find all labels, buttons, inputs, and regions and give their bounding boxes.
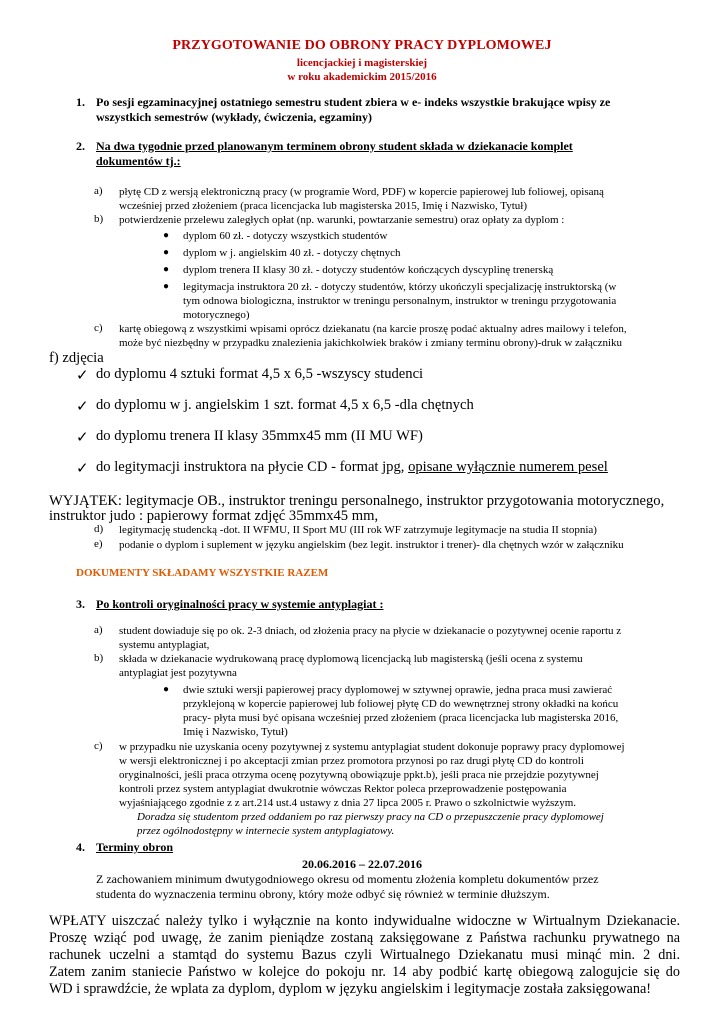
advice-note: przez ogólnodostępny w internecie system antyplagiatowy. <box>137 825 395 837</box>
exception-line: instruktor judo : papierowy format zdjęć 35mmx45 mm, <box>49 508 379 524</box>
fee-item: dyplom w j. angielskim 40 zł. - dotyczy chętnych <box>183 247 401 259</box>
item3-bullet-line: dwie sztuki wersji papierowej pracy dyplomowej w sztywnej oprawie, jedna praca musi zawierać <box>183 684 613 696</box>
bullet-icon: ● <box>163 281 170 292</box>
list-letter: b) <box>94 213 104 225</box>
item-number: 4. <box>76 840 85 854</box>
photo-item <box>96 459 608 476</box>
photo-item: do dyplomu trenera II klasy 35mmx45 mm (II MU WF) <box>96 428 423 444</box>
check-icon: ✓ <box>76 461 89 477</box>
payments-line: WPŁATY uiszczać należy tylko i wyłącznie na konto indywidualne widoczne w Wirtualnym Dziekanacie. <box>49 913 680 929</box>
item3-c-line: wyjaśniającego zgodnie z z art.214 ust.4 ustawy z dnia 27 lipca 2005 r. Prawo o szkolnictwie wyższym. <box>119 797 576 809</box>
bullet-icon: ● <box>163 247 170 258</box>
item1-line: Po sesji egzaminacyjnej ostatniego semestru student zbiera w e- indeks wszystkie brakujące wpisy ze <box>96 95 611 109</box>
list-letter: b) <box>94 652 104 664</box>
page-title: PRZYGOTOWANIE DO OBRONY PRACY DYPLOMOWEJ <box>172 38 552 53</box>
item3-c-line: w wersji elektronicznej i po akceptacji zmian przez promotora przynosi po raz drugi płytę CD do kontroli <box>119 755 584 767</box>
photo-item-text: do legitymacji instruktora na płycie CD - format jpg, <box>96 459 409 475</box>
doc-a-line: wcześniej przed złożeniem (praca licencjacka lub magisterska 2015, Imię i Nazwisko, Tytuł) <box>119 200 528 212</box>
payments-line: WD i sprawdźcie, że wplata za dyplom, dyplom w języku angielskim i legitymacje została zaksięgowana! <box>49 981 651 997</box>
payments-line: rachunek uczelni a stamtąd do systemu Bazus czyli Wirtualnego Dziekanatu musi minąć min. 2 dni. <box>49 947 680 963</box>
item3-a-line: student dowiaduje się po ok. 2-3 dniach, od złożenia pracy na płycie w dziekanacie o pozytywnej ocenie raportu z <box>119 625 622 637</box>
item4-text: studenta do wyznaczenia terminu obrony, który może odbyć się również w terminie dłuższym. <box>96 887 550 901</box>
photo-item: do dyplomu 4 sztuki format 4,5 x 6,5 -wszyscy studenci <box>96 366 424 382</box>
list-letter: e) <box>94 538 103 550</box>
item3-bullet-line: przyklejoną w kopercie papierowej lub foliowej płytę CD do wewnętrznej strony okładki na końcu <box>183 698 619 710</box>
doc-c-line: kartę obiegową z wszystkimi wpisami oprócz dziekanatu (na karcie proszę podać aktualny adres mailowy i telefon, <box>119 323 627 335</box>
exception-line: WYJĄTEK: legitymacje OB., instruktor treningu personalnego, instruktor przygotowania motorycznego, <box>49 493 665 509</box>
fee-item: tym odnowa biologiczna, instruktor w treningu personalnym, instruktor w treningu przygotowania <box>183 295 617 307</box>
list-letter: a) <box>94 624 103 636</box>
check-icon: ✓ <box>76 368 89 384</box>
photo-item: do dyplomu w j. angielskim 1 szt. format 4,5 x 6,5 -dla chętnych <box>96 397 474 413</box>
doc-c-line: może być niezbędny w przypadku znalezienia jakichkolwiek braków i zmiany terminu obrony)-druk w załączniku <box>119 337 623 349</box>
doc-a-line: płytę CD z wersją elektroniczną pracy (w programie Word, PDF) w kopercie papierowej lub foliowej, opisaną <box>119 186 604 198</box>
item3-b-line: składa w dziekanacie wydrukowaną pracę dyplomową licencjacką lub magisterską (jeśli ocena z systemu <box>119 653 583 665</box>
advice-note: Doradza się studentom przed oddaniem po raz pierwszy pracy na CD o przepuszczenie pracy dyplomowej <box>137 811 604 823</box>
item3-b-line: antyplagiat jest pozytywna <box>119 667 237 679</box>
item3-c-line: kontroli przez system antyplagiat dwukrotnie wówczas Rektor poleca przeprowadzenie postępowania <box>119 783 567 795</box>
check-icon: ✓ <box>76 430 89 446</box>
bullet-icon: ● <box>163 230 170 241</box>
together-notice: DOKUMENTY SKŁADAMY WSZYSTKIE RAZEM <box>76 567 329 579</box>
photo-item-underlined: opisane wyłącznie numerem pesel <box>408 459 608 475</box>
fee-item: motorycznego) <box>183 309 250 321</box>
item-number: 3. <box>76 597 85 611</box>
item2-line: dokumentów tj.: <box>96 154 181 168</box>
item3-c-line: oryginalności, jeśli praca otrzyma ocenę pozytywną obowiązuje ppkt.b), jeśli praca nie przejdzie pozytywnej <box>119 769 599 781</box>
item3-bullet-line: Imię i Nazwisko, Tytuł) <box>183 726 288 738</box>
item-number: 1. <box>76 95 85 109</box>
item3-c-line: w przypadku nie uzyskania oceny pozytywnej z systemu antyplagiat student dokonuje poprawy pracy dyplomowej <box>119 741 625 753</box>
item4-text: Z zachowaniem minimum dwutygodniowego okresu od momentu złożenia kompletu dokumentów przez <box>96 872 599 886</box>
fee-item: legitymacja instruktora 20 zł. - dotyczy studentów, którzy ukończyli specjalizację instruktorską (w <box>183 281 617 293</box>
item2-line: Na dwa tygodnie przed planowanym terminem obrony student składa w dziekanacie komplet <box>96 139 573 153</box>
check-icon: ✓ <box>76 399 89 415</box>
doc-b-line: potwierdzenie przelewu zaległych opłat (np. warunki, powtarzanie semestru) oraz opłaty za dyplom : <box>119 214 565 226</box>
list-letter: c) <box>94 740 103 752</box>
doc-e-line: podanie o dyplom i suplement w języku angielskim (bez legit. instruktor i trener)- dla chętnych wzór w załączniku <box>119 539 624 551</box>
item3-bullet-line: pracy- płyta musi być opisana wcześniej przed złożeniem (praca licencjacka lub magisterska 2016, <box>183 712 619 724</box>
fee-item: dyplom 60 zł. - dotyczy wszystkich studentów <box>183 230 388 242</box>
list-letter: c) <box>94 322 103 334</box>
defense-dates: 20.06.2016 – 22.07.2016 <box>302 857 422 871</box>
bullet-icon: ● <box>163 684 170 695</box>
list-letter: d) <box>94 523 104 535</box>
item1-line: wszystkich semestrów (wykłady, ćwiczenia, egzaminy) <box>96 110 372 124</box>
item-number: 2. <box>76 139 85 153</box>
item3-title: Po kontroli oryginalności pracy w systemie antyplagiat : <box>96 597 384 611</box>
photos-heading: f) zdjęcia <box>49 350 104 366</box>
payments-line: Proszę wziąć pod uwagę, że zanim pieniądze zostaną zaksięgowane z Państwa rachunku prywatnego na <box>49 930 680 946</box>
page-subtitle-level: licencjackiej i magisterskiej <box>296 57 428 69</box>
page-subtitle-year: w roku akademickim 2015/2016 <box>287 71 437 83</box>
item3-a-line: systemu antyplagiat, <box>119 639 210 651</box>
bullet-icon: ● <box>163 264 170 275</box>
payments-line: Zatem zanim staniecie Państwo w kolejce do pokoju nr. 14 aby podbić kartę obiegową zalogujcie się do <box>49 964 680 980</box>
list-letter: a) <box>94 185 103 197</box>
item4-title: Terminy obron <box>96 840 174 854</box>
fee-item: dyplom trenera II klasy 30 zł. - dotyczy studentów kończących dyscyplinę trenerską <box>183 264 554 276</box>
doc-d-line: legitymację studencką -dot. II WFMU, II Sport MU (III rok WF zatrzymuje legitymacje na studia II stopnia) <box>119 524 597 536</box>
